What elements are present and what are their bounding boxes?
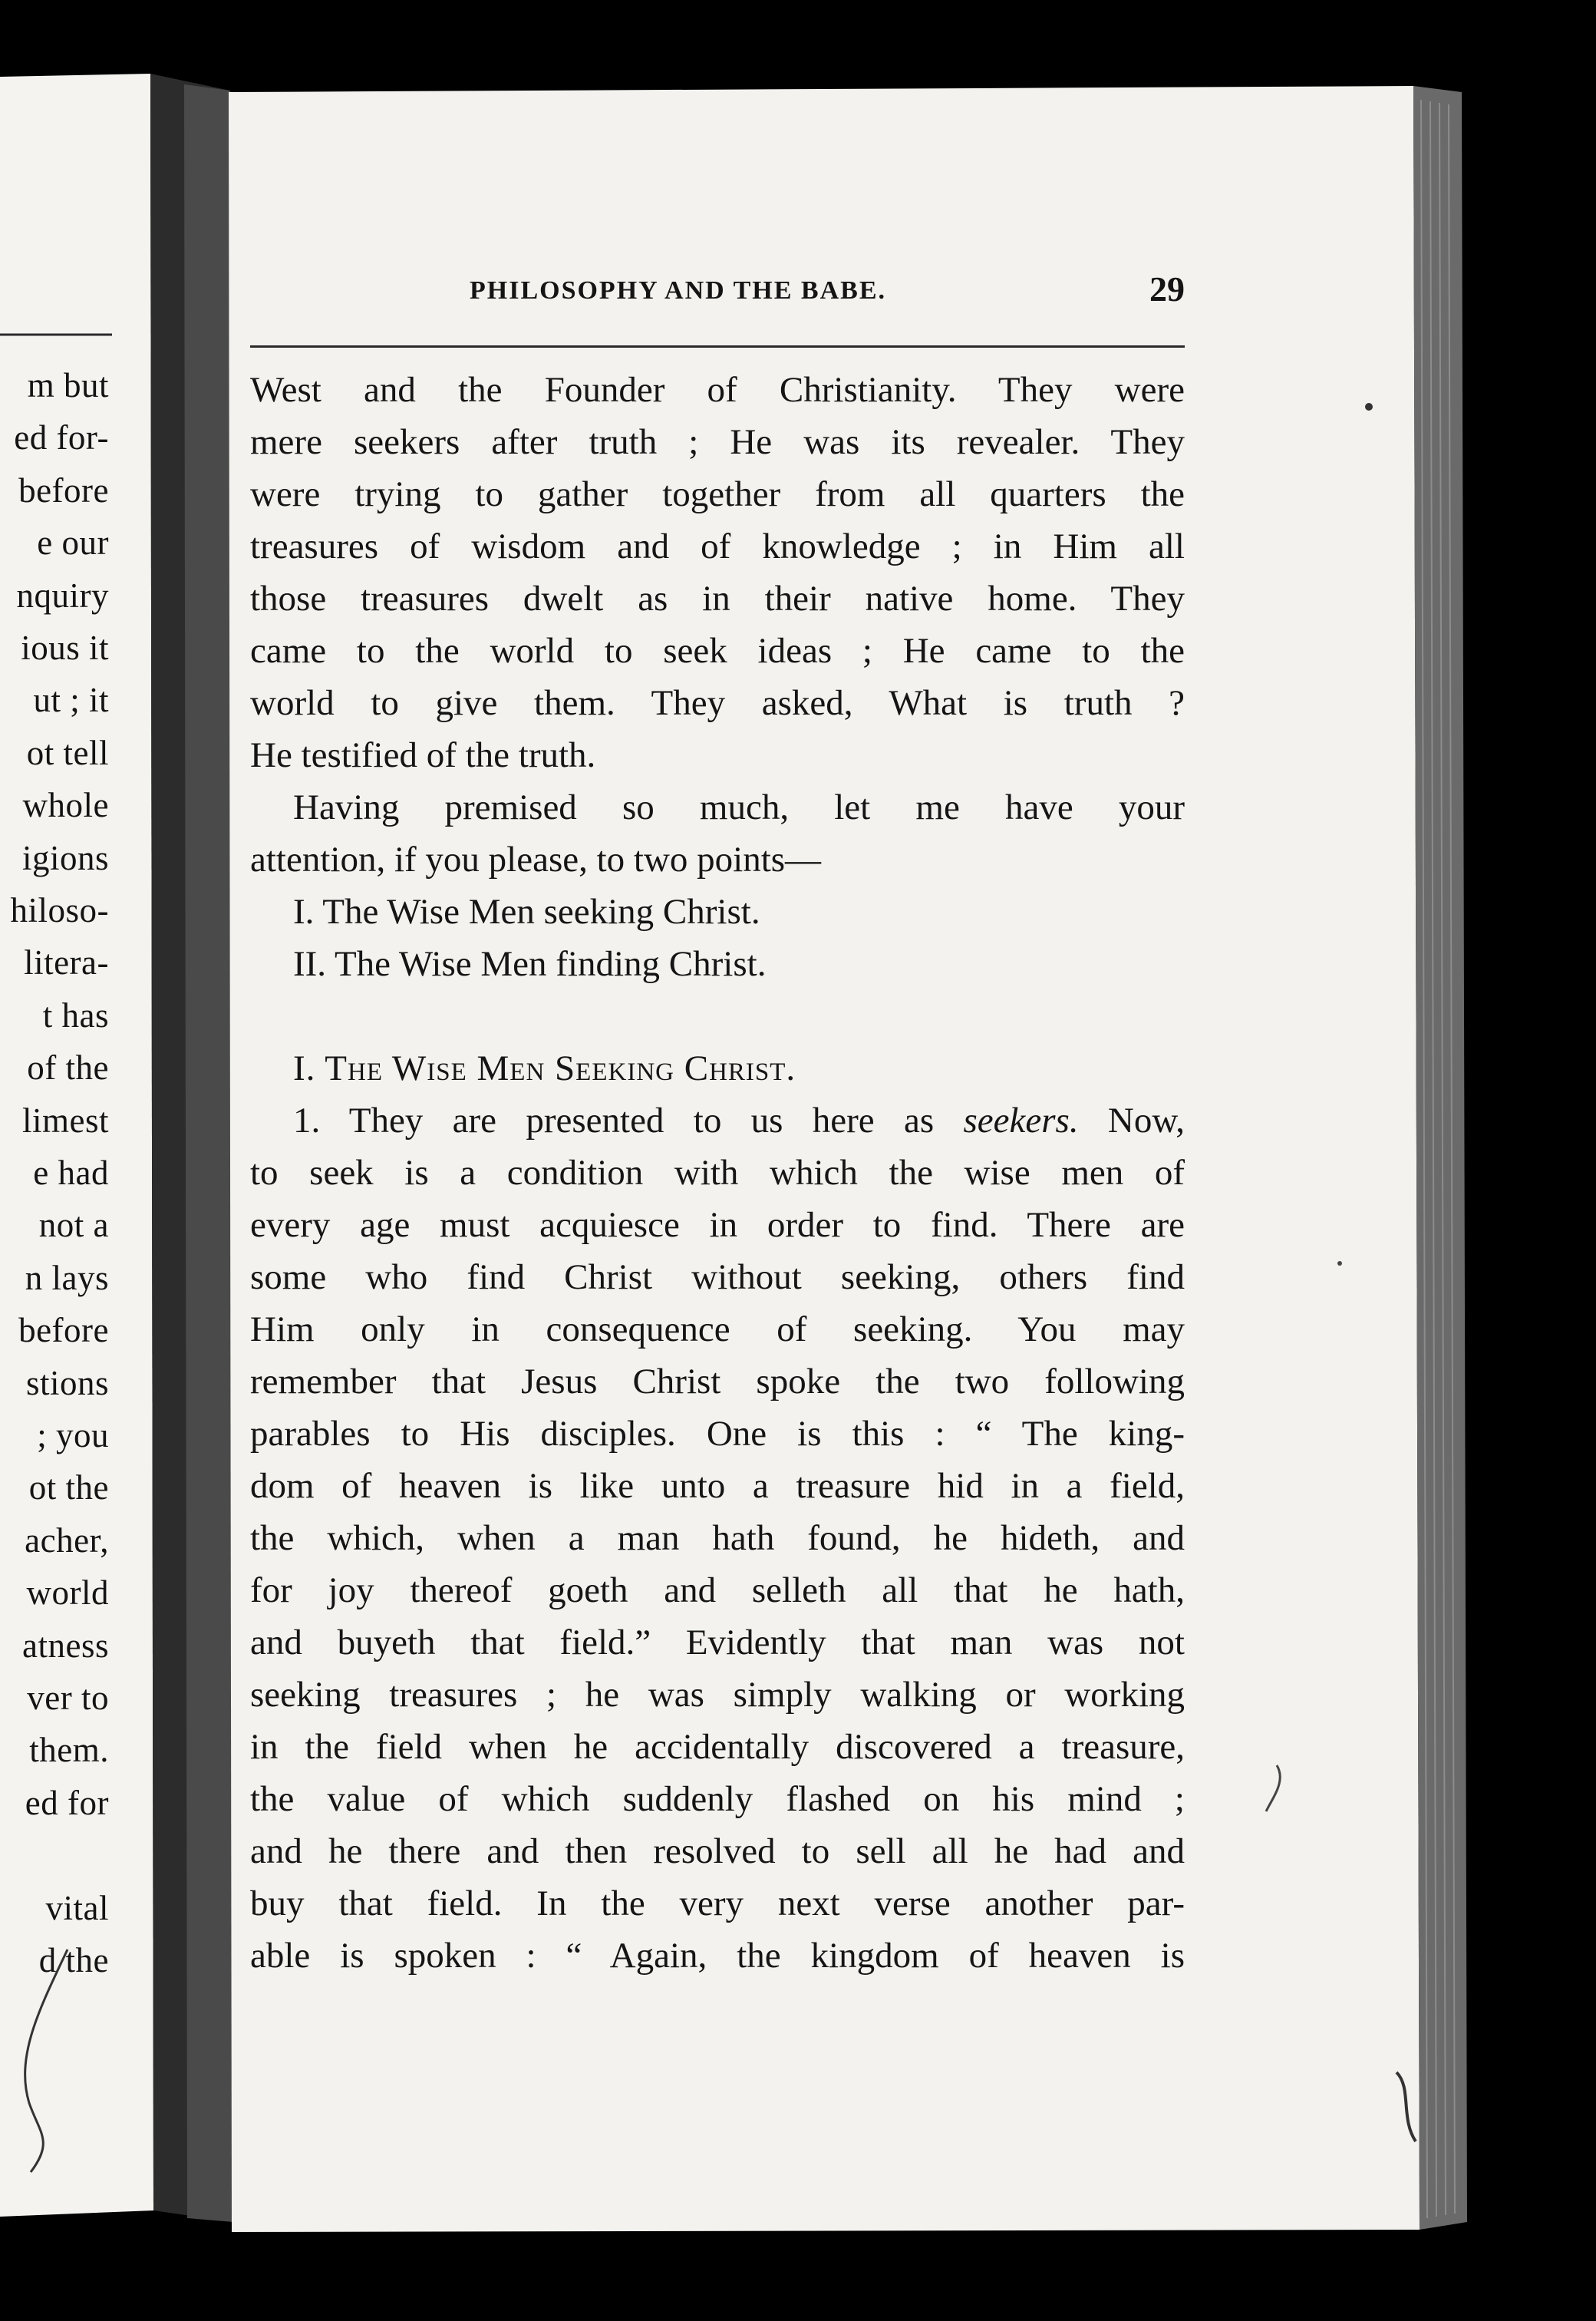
left-page-line: e our [37,523,109,563]
text-line: buy that field. In the very next verse another par- [250,1884,1185,1923]
left-page-line: them. [29,1731,109,1770]
text-line: mere seekers after truth ; He was its revealer. They [250,422,1185,462]
left-page-line: world [26,1573,109,1613]
left-page-line: ot tell [26,733,109,772]
text-line: Him only in consequence of seeking. You may [250,1309,1185,1349]
text-line: able is spoken : “ Again, the kingdom of heaven is [250,1936,1185,1976]
text-line: the value of which suddenly flashed on his mind ; [250,1779,1185,1819]
text-line: He testified of the truth. [250,735,596,775]
text-line: dom of heaven is like unto a treasure hid in a field, [250,1466,1185,1506]
text-line: some who find Christ without seeking, others find [250,1257,1185,1297]
left-page-line: acher, [25,1520,109,1560]
text-line: those treasures dwelt as in their native home. They [250,579,1185,619]
paragraph-3 [250,1094,1185,1982]
left-page-line: stions [25,1363,109,1402]
text-line: seeking treasures ; he was simply walking or working [250,1675,1185,1715]
left-page-line: ; you [37,1416,109,1454]
text-line: remember that Jesus Christ spoke the two following [250,1362,1185,1402]
left-page-line: atness [22,1626,109,1665]
page-body [250,364,1185,1982]
text-line: treasures of wisdom and of knowledge ; in Him all [250,527,1185,566]
page-header [250,269,1185,316]
italic-word: seekers. [963,1101,1079,1141]
left-page-line: nquiry [16,576,109,615]
point-item: II. The Wise Men finding Christ. [293,944,767,984]
section-heading: I. The Wise Men Seeking Christ. [293,1048,796,1088]
text-line: and buyeth that field.” Evidently that man was not [250,1623,1185,1662]
text-line: 1. They are presented to us here as seekers. Now, [293,1101,1185,1141]
left-page-line: before [18,1311,109,1350]
page-number: 29 [1149,269,1185,309]
text-line: for joy thereof goeth and selleth all that he hath, [250,1570,1185,1610]
left-page-line: e had [33,1154,109,1192]
points-list [250,886,1185,990]
left-page-line: hiloso- [10,891,109,929]
left-page-line: t has [42,995,109,1035]
left-page-line: m but [27,366,109,404]
left-page-line: vital [45,1888,109,1927]
text-line: attention, if you please, to two points— [250,840,822,880]
left-page-line: ver to [27,1679,109,1717]
text-line: and he there and then resolved to sell all he had and [250,1831,1185,1871]
text-line: West and the Founder of Christianity. They were [250,370,1185,410]
left-page-line: litera- [24,943,109,982]
left-page-line: ed for- [14,418,109,457]
left-page-line: igions [21,838,109,877]
text-line: Having premised so much, let me have your [293,787,1185,827]
paragraph-2 [250,781,1185,886]
point-item: I. The Wise Men seeking Christ. [293,892,760,932]
text-line: world to give them. They asked, What is truth ? [250,683,1185,723]
text-line: came to the world to seek ideas ; He came to the [250,631,1185,671]
text-line: the which, when a man hath found, he hideth, and [250,1518,1185,1558]
text-line: to seek is a condition with which the wise men of [250,1153,1185,1193]
text-line: in the field when he accidentally discovered a treasure, [250,1727,1185,1767]
left-page-line: whole [22,786,109,825]
left-page-line: ious it [21,629,109,667]
left-page-line: ot the [28,1468,109,1507]
header-rule [250,345,1185,348]
left-page-line: before [18,470,109,510]
running-head: PHILOSOPHY AND THE BABE. [470,276,886,305]
paragraph-1 [250,364,1185,781]
left-page-line: d the [38,1941,109,1979]
left-page-line: ed for [25,1783,109,1822]
text-line: parables to His disciples. One is this : “ The king- [250,1414,1185,1454]
left-page-line: limest [22,1101,109,1140]
text-line: were trying to gather together from all quarters the [250,474,1185,514]
left-page-line: n lays [25,1258,109,1297]
left-page-line: not a [38,1206,109,1245]
left-page-line: ut ; it [33,681,109,720]
left-page-line: of the [27,1048,109,1088]
text-line: every age must acquiesce in order to find. There are [250,1205,1185,1245]
